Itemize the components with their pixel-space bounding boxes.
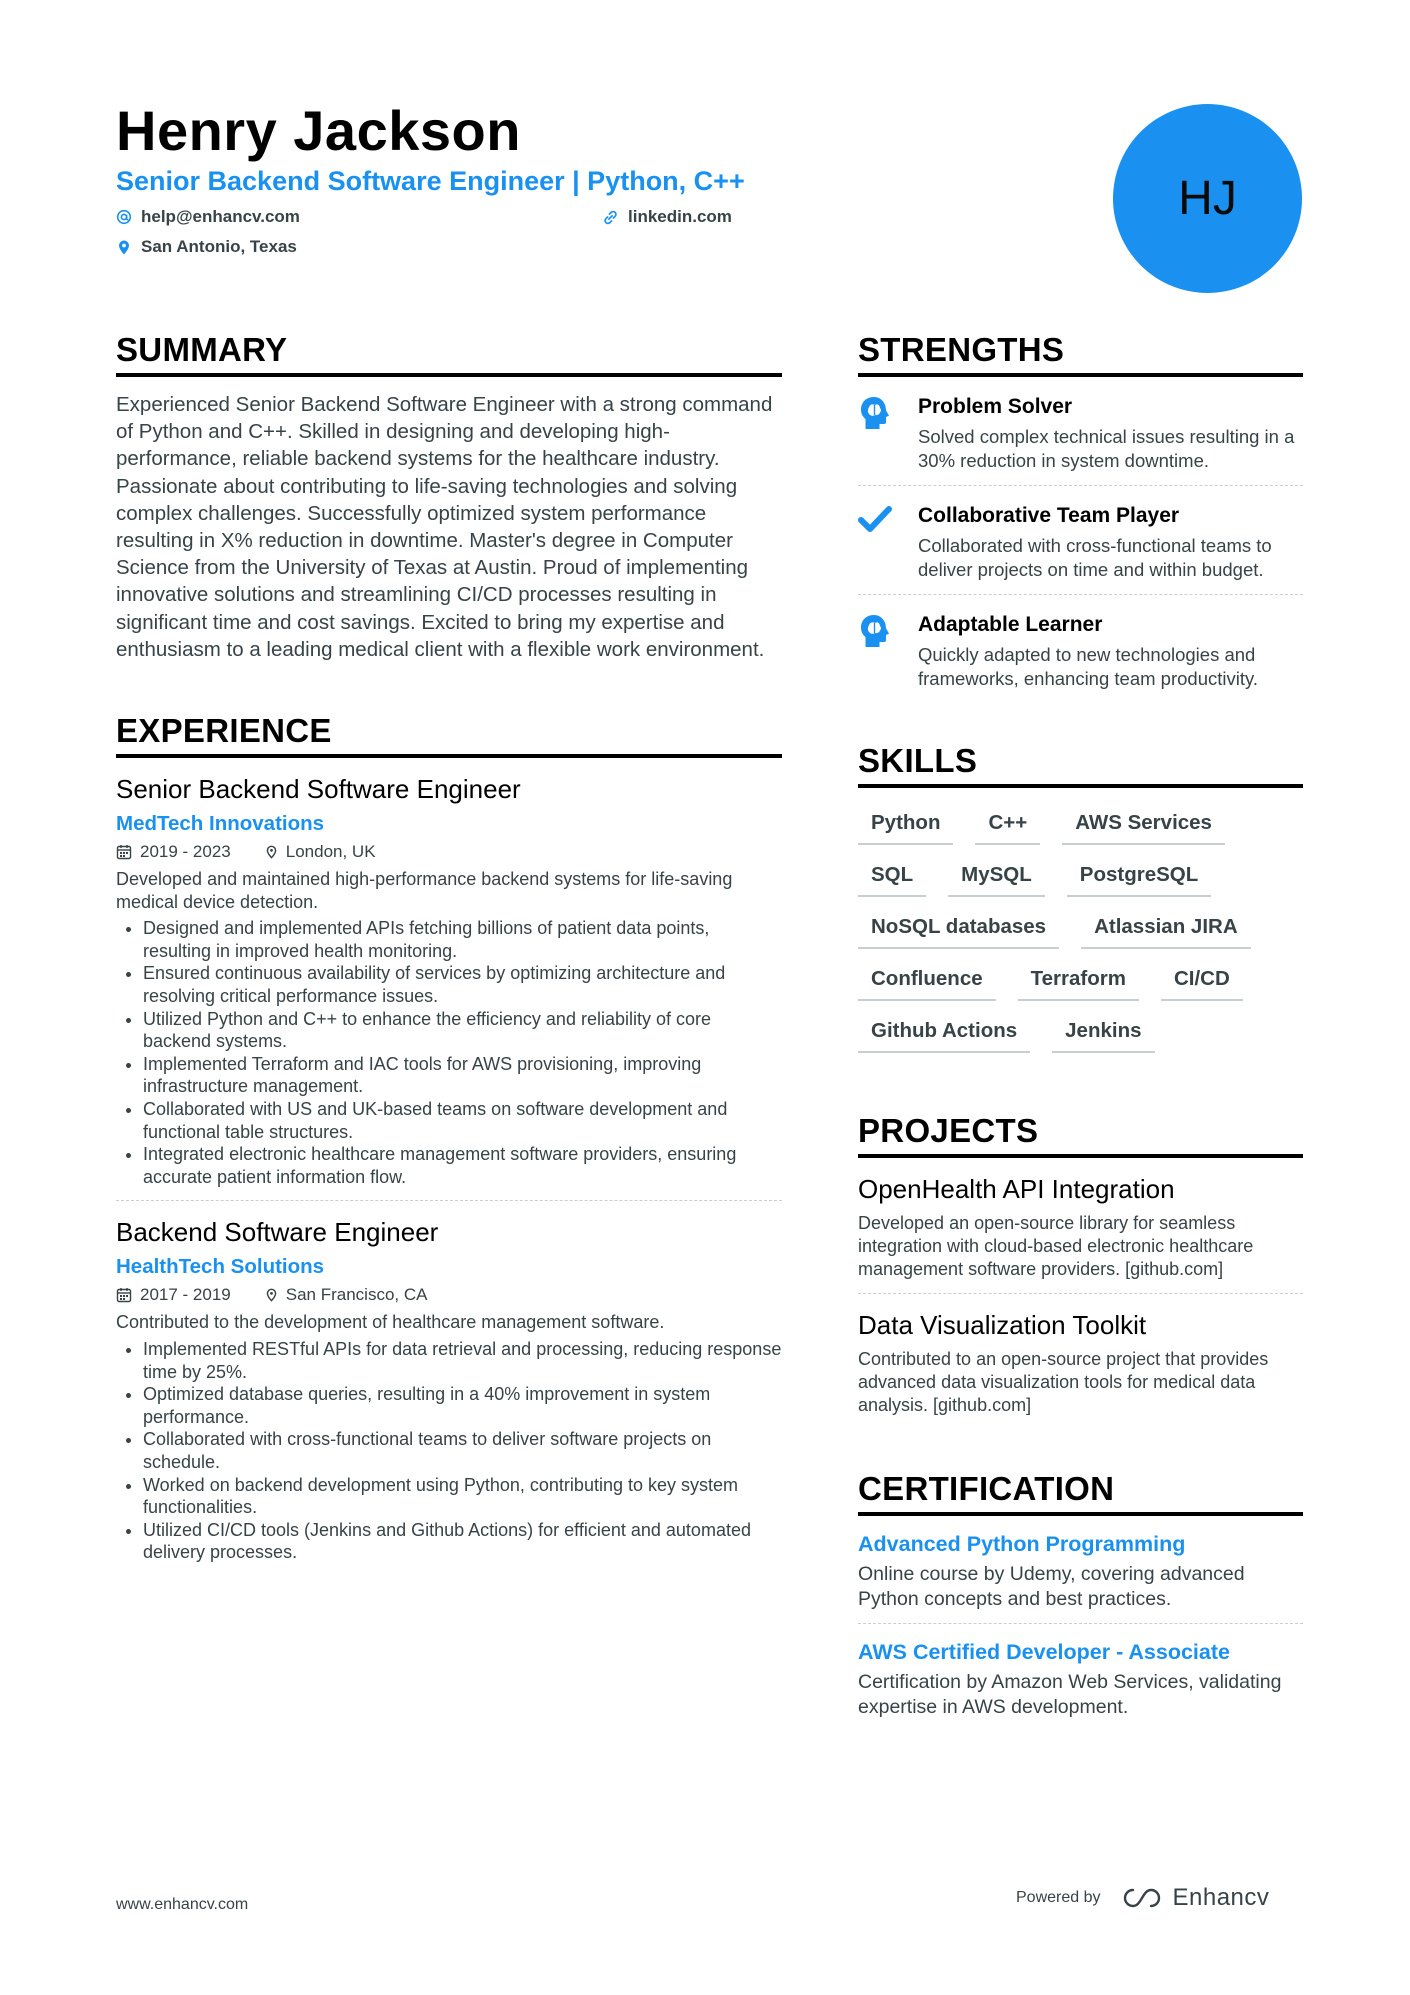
certification-title: AWS Certified Developer - Associate: [858, 1640, 1230, 1664]
projects-section: [858, 1111, 1303, 1417]
calendar-icon: [116, 844, 132, 860]
skill-tag: PostgreSQL: [1067, 860, 1211, 897]
job-bullets: [116, 917, 782, 1188]
job-bullet: • Implemented Terraform and IAC tools for AWS provisioning, improving infrastructure management.: [143, 1053, 782, 1098]
job-description: Contributed to the development of healthcare management software.: [116, 1312, 665, 1333]
location-pin-icon: [265, 1287, 278, 1303]
certification-heading: CERTIFICATION: [858, 1469, 1303, 1516]
project-item: [858, 1308, 1303, 1417]
certification-description: Online course by Udemy, covering advanced Python concepts and best practices.: [858, 1563, 1245, 1610]
strength-title: Problem Solver: [918, 395, 1073, 418]
job-role: Backend Software Engineer: [116, 1217, 439, 1248]
certification-description: Certification by Amazon Web Services, validating expertise in AWS development.: [858, 1671, 1282, 1718]
footer-website[interactable]: www.enhancv.com: [116, 1896, 249, 1913]
strength-item: [858, 594, 1303, 703]
link-icon: [602, 209, 619, 226]
avatar: HJ: [1113, 104, 1302, 293]
divider: [858, 1623, 1303, 1624]
job-bullet: • Utilized CI/CD tools (Jenkins and Github Actions) for efficient and automated delivery processes.: [143, 1519, 782, 1564]
skill-tag: Atlassian JIRA: [1081, 912, 1251, 949]
experience-section: [116, 711, 782, 1564]
job-company: MedTech Innovations: [116, 812, 325, 836]
candidate-name: Henry Jackson: [116, 99, 521, 162]
job-bullet: • Collaborated with cross-functional teams to deliver software projects on schedule.: [143, 1428, 782, 1473]
right-column: [858, 330, 1303, 1719]
skills-heading: SKILLS: [858, 741, 1303, 788]
projects-heading: PROJECTS: [858, 1111, 1303, 1158]
skill-tag: Jenkins: [1052, 1016, 1154, 1053]
skill-tag: AWS Services: [1062, 808, 1225, 845]
skills-list: [858, 808, 1303, 1053]
summary-text: Experienced Senior Backend Software Engineer with a strong command of Python and C++. Skilled in designing and developing high-performance, reliable backend systems for the healthcare industry. Passionate about contributing to life-saving technologies and solving complex challenges. Successfully optimized system performance resulting in X% reduction in downtime. Master's degree in Computer Science from the University of Texas at Austin. Proud of implementing innovative solutions and streamlining CI/CD processes resulting in significant time and cost savings. Excited to bring my expertise and enthusiasm to a leading medical client with a flexible work environment.: [116, 393, 773, 661]
divider: [116, 1200, 782, 1201]
certification-item: [858, 1638, 1303, 1719]
job-bullet: • Designed and implemented APIs fetching billions of patient data points, resulting in improved health monitoring.: [143, 917, 782, 962]
footer-branding[interactable]: [1016, 1884, 1269, 1912]
skill-tag: CI/CD: [1161, 964, 1243, 1001]
powered-by-label: Powered by: [1016, 1889, 1101, 1906]
divider: [858, 1293, 1303, 1294]
brand-name: Enhancv: [1172, 1884, 1270, 1911]
brain-head-icon: [858, 395, 892, 431]
strengths-heading: STRENGTHS: [858, 330, 1303, 377]
skill-tag: SQL: [858, 860, 926, 897]
skill-tag: Github Actions: [858, 1016, 1030, 1053]
project-title: Data Visualization Toolkit: [858, 1310, 1147, 1340]
job-bullet: • Optimized database queries, resulting in a 40% improvement in system performance.: [143, 1383, 782, 1428]
job-entry: [116, 1215, 782, 1564]
skills-section: [858, 741, 1303, 1053]
job-company: HealthTech Solutions: [116, 1255, 325, 1279]
strength-description: Solved complex technical issues resulting in a 30% reduction in system downtime.: [918, 426, 1295, 471]
job-entry: [116, 772, 782, 1188]
project-description: Contributed to an open-source project that provides advanced data visualization tools for medical data analysis. [github.com]: [858, 1349, 1269, 1415]
summary-heading: SUMMARY: [116, 330, 782, 377]
skill-tag: Terraform: [1018, 964, 1139, 1001]
skill-tag: MySQL: [948, 860, 1045, 897]
skill-tag: C++: [975, 808, 1040, 845]
certification-item: [858, 1530, 1303, 1611]
job-description: Developed and maintained high-performance backend systems for life-saving medical device detection.: [116, 869, 733, 912]
project-description: Developed an open-source library for seamless integration with cloud-based electronic healthcare management software providers. [github.com]: [858, 1213, 1254, 1279]
skill-tag: Python: [858, 808, 953, 845]
contact-link-text: linkedin.com: [628, 207, 732, 226]
contact-location: [116, 237, 297, 257]
job-bullets: [116, 1338, 782, 1564]
job-meta: [116, 840, 782, 864]
strength-item: [858, 485, 1303, 594]
contact-email[interactable]: [116, 207, 300, 227]
job-bullet: • Integrated electronic healthcare management software providers, ensuring accurate patient information flow.: [143, 1143, 782, 1188]
certification-section: [858, 1469, 1303, 1719]
strength-title: Adaptable Learner: [918, 613, 1103, 636]
job-bullet: • Worked on backend development using Python, contributing to key system functionalities.: [143, 1474, 782, 1519]
job-dates: 2019 - 2023: [140, 842, 231, 862]
job-meta: [116, 1283, 782, 1307]
job-bullet: • Collaborated with US and UK-based teams on software development and functional table structures.: [143, 1098, 782, 1143]
location-pin-icon: [265, 844, 278, 860]
job-location: London, UK: [285, 842, 376, 862]
contact-email-text: help@enhancv.com: [141, 207, 300, 226]
certification-title: Advanced Python Programming: [858, 1532, 1186, 1556]
contact-location-text: San Antonio, Texas: [141, 237, 297, 256]
strength-description: Quickly adapted to new technologies and frameworks, enhancing team productivity.: [918, 644, 1259, 689]
job-dates: 2017 - 2019: [140, 1285, 231, 1305]
job-location: San Francisco, CA: [285, 1285, 428, 1305]
project-item: [858, 1172, 1303, 1281]
summary-section: [116, 330, 782, 663]
brain-head-icon: [858, 613, 892, 649]
at-icon: [116, 209, 132, 225]
job-role: Senior Backend Software Engineer: [116, 774, 521, 805]
calendar-icon: [116, 1287, 132, 1303]
left-column: [116, 330, 782, 1564]
strength-description: Collaborated with cross-functional teams to deliver projects on time and within budget.: [918, 535, 1272, 580]
job-bullet: • Ensured continuous availability of services by optimizing architecture and resolving critical performance issues.: [143, 962, 782, 1007]
checkmark-icon: [858, 504, 892, 534]
headline: Senior Backend Software Engineer | Python, C++: [116, 166, 745, 196]
experience-heading: EXPERIENCE: [116, 711, 782, 758]
skill-tag: NoSQL databases: [858, 912, 1059, 949]
enhancv-logo-icon: [1119, 1886, 1165, 1910]
strength-item: [858, 377, 1303, 485]
job-bullet: • Utilized Python and C++ to enhance the efficiency and reliability of core backend systems.: [143, 1008, 782, 1053]
location-pin-icon: [116, 239, 132, 256]
job-bullet: • Implemented RESTful APIs for data retrieval and processing, reducing response time by 25%.: [143, 1338, 782, 1383]
skill-tag: Confluence: [858, 964, 996, 1001]
strength-title: Collaborative Team Player: [918, 504, 1180, 527]
project-title: OpenHealth API Integration: [858, 1174, 1175, 1204]
strengths-section: [858, 330, 1303, 703]
contact-link[interactable]: [602, 207, 732, 227]
